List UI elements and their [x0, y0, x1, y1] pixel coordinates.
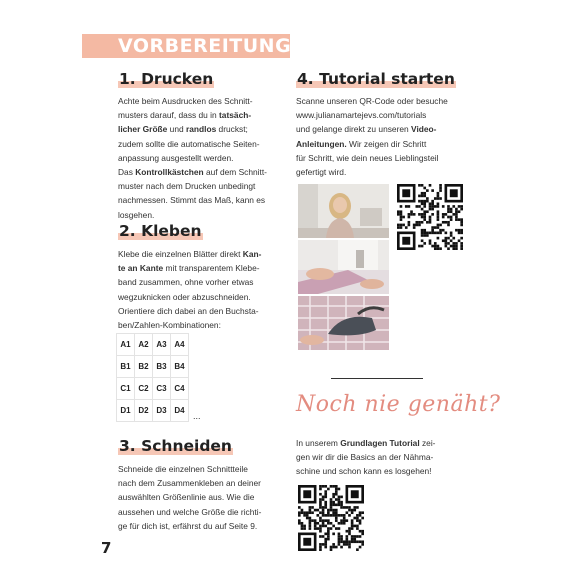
text-line: auswählten Größenlinie aus. Wie die: [118, 492, 255, 503]
heading-schneiden: 3. Schneiden: [119, 437, 232, 455]
text-line: für Schritt, wie dein neues Lieblingsteil: [296, 152, 439, 163]
grid-cell: D1: [117, 400, 135, 422]
grid-cell: D4: [171, 400, 189, 422]
heading-tutorial: 4. Tutorial starten: [297, 70, 455, 88]
grid-cell: D3: [153, 400, 171, 422]
grid-cell: B3: [153, 356, 171, 378]
grid-cell: D2: [135, 400, 153, 422]
text-line: licher Größe und randlos druckst;: [118, 124, 248, 135]
page-grid-table: [116, 333, 189, 422]
text-line: Orientiere dich dabei an den Buchsta-: [118, 305, 259, 316]
text-line: ben/Zahlen-Kombinationen:: [118, 320, 221, 331]
paragraph-kleben: [118, 247, 278, 332]
grid-cell: B2: [135, 356, 153, 378]
text-line: und gelange direkt zu unseren Video-: [296, 124, 437, 135]
text-line: schine und schon kann es losgehen!: [296, 466, 432, 477]
grid-cell: A4: [171, 334, 189, 356]
text-line: In unserem Grundlagen Tutorial zei-: [296, 438, 436, 448]
text-line: aussehen und welche Größe die richti-: [118, 506, 262, 517]
qr-code-icon[interactable]: [397, 184, 463, 250]
text-line: wegzuknicken oder abzuschneiden.: [118, 291, 251, 302]
heading-kleben: 2. Kleben: [119, 222, 202, 240]
grid-cell: B4: [171, 356, 189, 378]
text-line: muster nach dem Drucken unbedingt: [118, 181, 256, 192]
section-banner: [82, 34, 290, 58]
text-line: losgehen.: [118, 209, 155, 220]
script-heading: Noch nie genäht?: [296, 392, 501, 417]
photo-ironing: [298, 296, 389, 350]
grid-cell: C3: [153, 378, 171, 400]
grid-cell: A3: [153, 334, 171, 356]
divider-line: [331, 378, 423, 379]
paragraph-basics: [296, 436, 468, 479]
heading-drucken: 1. Drucken: [119, 70, 214, 88]
text-line: musters darauf, dass du in tatsäch-: [118, 110, 252, 121]
text-line: Achte beim Ausdrucken des Schnitt-: [118, 96, 253, 106]
text-line: nach dem Zusammenkleben an deiner: [118, 478, 261, 489]
text-line: te an Kante mit transparentem Klebe-: [118, 263, 260, 274]
grid-cell: A1: [117, 334, 135, 356]
text-line: Schneide die einzelnen Schnittteile: [118, 464, 248, 474]
page-title: VORBEREITUNG: [118, 35, 292, 57]
grid-cell: C1: [117, 378, 135, 400]
text-line: gefertigt wird.: [296, 167, 347, 178]
photo-sewing-machine: [298, 240, 389, 294]
qr-code-icon[interactable]: [298, 485, 364, 551]
paragraph-drucken: [118, 94, 278, 222]
text-line: band zusammen, ohne vorher etwas: [118, 277, 254, 288]
text-line: anpassung ausgestellt werden.: [118, 152, 234, 163]
text-line: Scanne unseren QR-Code oder besuche: [296, 96, 448, 106]
grid-ellipsis: ...: [193, 411, 201, 421]
grid-cell: B1: [117, 356, 135, 378]
text-line: Klebe die einzelnen Blätter direkt Kan-: [118, 249, 262, 259]
page-number: 7: [101, 539, 112, 557]
text-line: www.julianamartejevs.com/tutorials: [296, 110, 427, 121]
text-line: ge für dich ist, erfährst du auf Seite 9.: [118, 520, 258, 531]
text-line: Anleitungen. Wir zeigen dir Schritt: [296, 138, 427, 149]
grid-cell: A2: [135, 334, 153, 356]
paragraph-tutorial: [296, 94, 466, 179]
text-line: Das Kontrollkästchen auf dem Schnitt-: [118, 167, 267, 178]
text-line: nachmessen. Stimmt das Maß, kann es: [118, 195, 266, 206]
text-line: zudem sollte die automatische Seiten-: [118, 138, 260, 149]
grid-cell: C2: [135, 378, 153, 400]
text-line: gen wir dir die Basics an der Nähma-: [296, 452, 434, 463]
paragraph-schneiden: [118, 462, 278, 533]
photo-presenter: [298, 184, 389, 238]
grid-cell: C4: [171, 378, 189, 400]
